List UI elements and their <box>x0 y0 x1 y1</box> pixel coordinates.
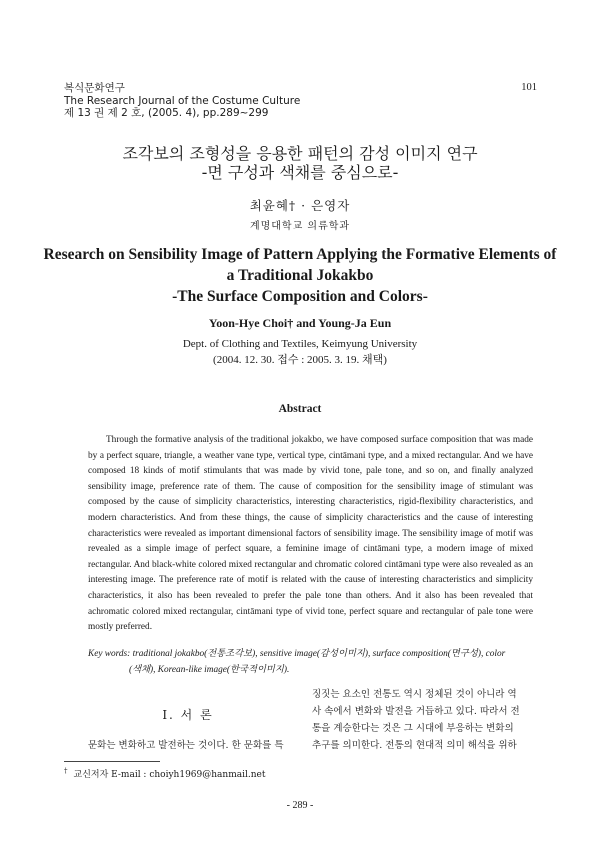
english-affiliation-block <box>0 336 600 368</box>
english-title-line2: a Traditional Jokakbo <box>226 267 374 284</box>
footnote-text: 교신저자 E-mail : choiyh1969@hanmail.net <box>73 770 266 780</box>
footnote <box>64 767 265 780</box>
left-column-text: 문화는 변화하고 발전하는 것이다. 한 문화를 특 <box>88 740 284 751</box>
right-column-line: 통을 계승한다는 것은 그 시대에 부응하는 변화의 <box>312 723 514 734</box>
korean-affiliation: 계명대학교 의류학과 <box>249 221 351 232</box>
journal-header <box>64 82 300 120</box>
right-column-line: 추구를 의미한다. 전통의 현대적 의미 해석을 위하 <box>312 740 517 751</box>
right-column-line: 징짓는 요소인 전통도 역시 정체된 것이 아니라 역 <box>312 689 517 700</box>
journal-name-english: The Research Journal of the Costume Culture <box>64 94 301 107</box>
journal-name-korean: 복식문화연구 <box>64 82 125 94</box>
page-number-top: 101 <box>521 82 537 93</box>
english-title <box>0 244 600 307</box>
right-column-text <box>312 686 536 754</box>
footnote-marker: † <box>64 767 68 775</box>
english-title-line1: Research on Sensibility Image of Pattern Applying the Formative Elements of <box>43 246 557 263</box>
keywords <box>88 646 533 678</box>
english-title-subtitle: -The Surface Composition and Colors- <box>172 288 428 305</box>
korean-authors: 최윤혜† · 은영자 <box>249 198 351 213</box>
korean-title-main: 조각보의 조형성을 응용한 패턴의 감성 이미지 연구 <box>122 144 478 163</box>
english-authors: Yoon-Hye Choi† and Young-Ja Eun <box>208 316 392 330</box>
section-heading-introduction: Ⅰ. 서 론 <box>162 708 214 722</box>
korean-title-subtitle: -면 구성과 색채를 중심으로- <box>201 163 399 182</box>
korean-title <box>0 144 600 182</box>
abstract-body: Through the formative analysis of the traditional jokakbo, we have composed surface composition that was made by a perfect square, triangle, a weather vane type, vertical type, cintāmani type, and a mixed rectangular. And we have composed 18 kinds of motif stimulants that was made by vivid tone, pale tone, and so on, and finally analyzed sensibility image, preference rate of them. The cause of composition for the sensibility image of stimulant was composed by the cause of simplicity characteristics, interesting characteristics, rigid-flexibility characteristics, and modern characteristics. And from these things, the cause of simplicity characteristics and the cause of interesting characteristics were revealed as important dimensional factors of sensibility image. The sensibility image of motif was revealed as a simple image of perfect square, a feminine image of cintāmani type, a modern image of mixed rectangular. And black-white colored mixed rectangular and chromatic colored cintāmani type were also revealed as an interesting image. The preference rate of motif is related with the cause of interesting characteristics and simplicity characteristics, it also has been revealed to prefer the pale tone than others. And it also has been revealed that achromatic colored mixed rectangular, cintāmani type of vivid tone, perfect square and rectangular of pale tone were mostly preferred. <box>88 435 533 633</box>
english-affiliation: Dept. of Clothing and Textiles, Keimyung University <box>182 338 418 350</box>
journal-volume-line: 제 13 권 제 2 호, (2005. 4), pp.289~299 <box>64 107 269 119</box>
page-number-footer: - 289 - <box>286 800 314 811</box>
received-accepted-dates: (2004. 12. 30. 접수 : 2005. 3. 19. 채택) <box>213 354 387 366</box>
footnote-divider <box>64 761 160 762</box>
keywords-line2: (색채), Korean-like image(한국적이미지). <box>129 665 290 675</box>
keywords-line1: Key words: traditional jokakbo(전통조각보), sensitive image(감성이미지), surface composition(면구성), color <box>88 649 506 659</box>
right-column-line: 사 속에서 변화와 발전을 거듭하고 있다. 따라서 전 <box>312 706 520 717</box>
abstract-heading: Abstract <box>278 403 322 415</box>
